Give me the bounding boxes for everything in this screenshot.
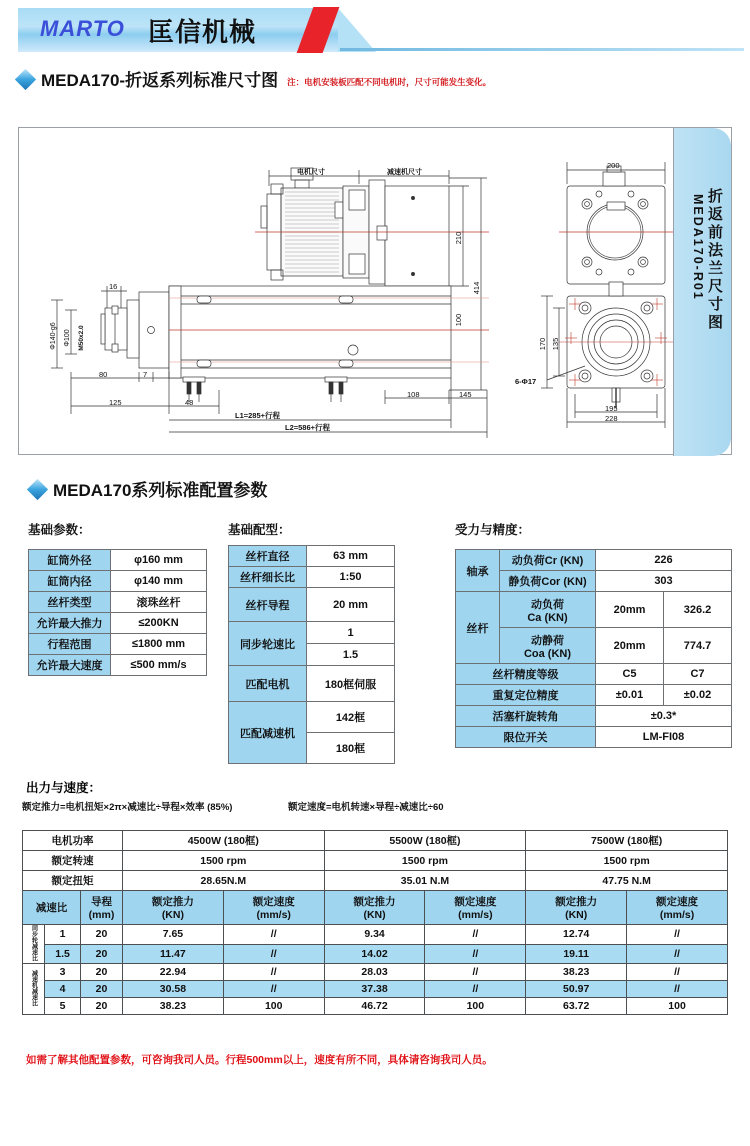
cell-value: 20 mm: [307, 588, 395, 622]
label-108: 108: [407, 390, 420, 399]
table-row: [456, 685, 732, 706]
col-header-speed-1: 额定速度 (mm/s): [223, 891, 324, 925]
cell-speed-2: //: [425, 964, 526, 981]
cell-ratio: 5: [45, 998, 81, 1015]
cell-value: ±0.3*: [596, 706, 732, 727]
section-title-dimensions: [18, 72, 491, 89]
cell-speed-3: 100: [627, 998, 728, 1015]
cell-speed-3: //: [627, 944, 728, 964]
cell-thrust-2: 28.03: [324, 964, 425, 981]
label-100b: 100: [454, 313, 463, 327]
table-row: [229, 546, 395, 567]
label-414: 414: [472, 281, 481, 295]
cell-thrust-3: 50.97: [526, 981, 627, 998]
cell-lead: 20: [81, 964, 123, 981]
cell-thrust-2: 37.38: [324, 981, 425, 998]
cell-key-screw: 丝杆: [456, 592, 500, 664]
cell-key-angle: 活塞杆旋转角: [456, 706, 596, 727]
cell-value: 142框: [307, 702, 395, 733]
cell-key: 丝杆类型: [29, 592, 111, 613]
cell-speed-2: //: [425, 944, 526, 964]
table-row: [456, 706, 732, 727]
col-header-thrust-3: 额定推力 (KN): [526, 891, 627, 925]
cell-key: 缸筒外径: [29, 550, 111, 571]
cell-thrust-1: 11.47: [123, 944, 224, 964]
config-params-label: 基础配型：: [228, 523, 291, 537]
col-header-speed-2: 额定速度 (mm/s): [425, 891, 526, 925]
cell-value: 326.2: [664, 592, 732, 628]
cell-thrust-2: 9.34: [324, 925, 425, 945]
cell-speed-1: //: [223, 981, 324, 998]
cell-value: 180框: [307, 733, 395, 764]
label-d100: Φ100: [64, 329, 71, 347]
label-16: 16: [109, 282, 118, 291]
table-row: [29, 571, 207, 592]
technical-drawing: [19, 128, 733, 456]
table-row-rpm: [23, 851, 728, 871]
load-precision-table: [455, 549, 732, 748]
cell-speed-2: 100: [425, 998, 526, 1015]
cell-speed-1: //: [223, 944, 324, 964]
table-row: [29, 634, 207, 655]
cell-value: 226: [596, 550, 732, 571]
cell-value: C7: [664, 664, 732, 685]
label-motor-size: 电机尺寸: [297, 169, 325, 176]
formula-speed: 额定速度=电机转速×导程÷减速比÷60: [288, 802, 444, 813]
cell-thrust-1: 30.58: [123, 981, 224, 998]
label-145: 145: [459, 390, 472, 399]
label-7: 7: [143, 370, 148, 379]
label-200: 200: [607, 161, 620, 170]
cell-power-3: 7500W (180框): [526, 831, 728, 851]
label-195: 195: [605, 404, 618, 413]
base-params-label: 基础参数：: [28, 523, 91, 537]
cell-key-coa: 动静荷 Coa (KN): [500, 628, 596, 664]
table-row: [29, 655, 207, 676]
cell-speed-1: 100: [223, 998, 324, 1015]
cell-key-motor: 匹配电机: [229, 666, 307, 702]
row-label-torque: 额定扭矩: [23, 871, 123, 891]
cell-value: 63 mm: [307, 546, 395, 567]
col-header-lead: 导程 (mm): [81, 891, 123, 925]
cell-thrust-1: 38.23: [123, 998, 224, 1015]
table-row: [229, 666, 395, 702]
diamond-bullet-icon-2: [27, 479, 48, 500]
side-tab-title-cn: 折返前法兰尺寸图: [706, 188, 723, 332]
footer-note: 如需了解其他配置参数，可咨询我司人员。行程500mm以上，速度有所不同，具体请咨询我司人员。: [26, 1054, 493, 1066]
table-row: [229, 588, 395, 622]
table-row: [456, 550, 732, 571]
label-m50: M50x2.0: [78, 325, 85, 351]
cell-value: C5: [596, 664, 664, 685]
cell-value: 滚珠丝杆: [111, 592, 207, 613]
cell-key-ratio: 同步轮速比: [229, 622, 307, 666]
label-l2: L2=586+行程: [285, 423, 331, 432]
label-228: 228: [605, 414, 618, 423]
cell-ratio: 1: [45, 925, 81, 945]
col-header-thrust-2: 额定推力 (KN): [324, 891, 425, 925]
table-row: [229, 567, 395, 588]
diamond-bullet-icon: [15, 69, 36, 90]
cell-value: ≤500 mm/s: [111, 655, 207, 676]
cell-value: φ160 mm: [111, 550, 207, 571]
dimension-drawing-panel: [18, 127, 732, 455]
group-label-sync: 同步轮减速比: [23, 925, 45, 964]
group-label-reducer: 减速机减速比: [23, 964, 45, 1015]
header-rule: [340, 48, 744, 51]
side-tab-model-code: MEDA170-R01: [691, 194, 705, 301]
drawing-side-tab: [673, 128, 731, 456]
cell-value: ≤1800 mm: [111, 634, 207, 655]
cell-key: 丝杆导程: [229, 588, 307, 622]
config-params-table: [228, 545, 395, 764]
cell-rpm-1: 1500 rpm: [123, 851, 325, 871]
section-title-params: [30, 482, 267, 499]
cell-key-ca: 动负荷 Ca (KN): [500, 592, 596, 628]
table-row: [229, 702, 395, 733]
cell-value: φ140 mm: [111, 571, 207, 592]
cell-value: 303: [596, 571, 732, 592]
cell-key: 允许最大推力: [29, 613, 111, 634]
cell-speed-1: //: [223, 925, 324, 945]
cell-speed-3: //: [627, 925, 728, 945]
cell-speed-2: //: [425, 925, 526, 945]
cell-torque-1: 28.65N.M: [123, 871, 325, 891]
cell-key: 丝杆细长比: [229, 567, 307, 588]
company-name-cn: 匡信机械: [148, 17, 257, 47]
cell-key: 丝杆直径: [229, 546, 307, 567]
row-label-rpm: 额定转速: [23, 851, 123, 871]
cell-key: 行程范围: [29, 634, 111, 655]
cell-power-1: 4500W (180框): [123, 831, 325, 851]
table-row: [23, 981, 728, 998]
base-params-table: [28, 549, 207, 676]
table-row: [23, 964, 728, 981]
cell-speed-3: //: [627, 981, 728, 998]
cell-key-bearing: 轴承: [456, 550, 500, 592]
label-135: 135: [551, 337, 560, 351]
section2-title: MEDA170系列标准配置参数: [53, 481, 268, 500]
cell-value: 20mm: [596, 628, 664, 664]
table-row: [23, 944, 728, 964]
cell-thrust-2: 14.02: [324, 944, 425, 964]
cell-rpm-3: 1500 rpm: [526, 851, 728, 871]
cell-speed-1: //: [223, 964, 324, 981]
label-l1: L1=285+行程: [235, 411, 281, 420]
cell-key: 允许最大速度: [29, 655, 111, 676]
cell-thrust-3: 12.74: [526, 925, 627, 945]
cell-value: ≤200KN: [111, 613, 207, 634]
table-row: [456, 664, 732, 685]
cell-key: 静负荷Cor (KN): [500, 571, 596, 592]
company-logo: MARTO: [40, 16, 125, 41]
table-row: [29, 613, 207, 634]
cell-ratio: 4: [45, 981, 81, 998]
table-row-torque: [23, 871, 728, 891]
label-48: 48: [185, 398, 194, 407]
cell-speed-2: //: [425, 981, 526, 998]
performance-table: [22, 830, 728, 1015]
table-header-row: [23, 891, 728, 925]
page-header: [0, 0, 750, 62]
col-header-ratio: 减速比: [23, 891, 81, 925]
table-row: [456, 727, 732, 748]
label-210: 210: [454, 231, 463, 245]
formula-thrust: 额定推力=电机扭矩×2π×减速比÷导程×效率 (85%): [22, 802, 233, 813]
label-80: 80: [99, 370, 108, 379]
row-label-power: 电机功率: [23, 831, 123, 851]
cell-power-2: 5500W (180框): [324, 831, 526, 851]
cell-thrust-2: 46.72: [324, 998, 425, 1015]
cell-key-reducer: 匹配减速机: [229, 702, 307, 764]
table-row: [23, 998, 728, 1015]
cell-value: 774.7: [664, 628, 732, 664]
cell-ratio: 1.5: [45, 944, 81, 964]
table-row: [29, 592, 207, 613]
cell-speed-3: //: [627, 964, 728, 981]
label-170: 170: [538, 337, 547, 351]
cell-key-grade: 丝杆精度等级: [456, 664, 596, 685]
cell-value: 1: [307, 622, 395, 644]
section1-note: 注：电机安装板匹配不同电机时，尺寸可能发生变化。: [287, 77, 492, 87]
table-row: [29, 550, 207, 571]
label-d140: Φ140-g6: [50, 322, 57, 350]
cell-key: 动负荷Cr (KN): [500, 550, 596, 571]
cell-key-repeat: 重复定位精度: [456, 685, 596, 706]
cell-thrust-3: 63.72: [526, 998, 627, 1015]
cell-lead: 20: [81, 944, 123, 964]
cell-value: 1.5: [307, 644, 395, 666]
label-125: 125: [109, 398, 122, 407]
cell-value: 1:50: [307, 567, 395, 588]
cell-key: 缸筒内径: [29, 571, 111, 592]
cell-rpm-2: 1500 rpm: [324, 851, 526, 871]
cell-key-switch: 限位开关: [456, 727, 596, 748]
cell-value: 20mm: [596, 592, 664, 628]
output-section-title: 出力与速度：: [26, 781, 102, 795]
section1-title: MEDA170-折返系列标准尺寸图: [41, 71, 279, 90]
label-reducer-size: 减速机尺寸: [387, 169, 422, 176]
cell-thrust-3: 19.11: [526, 944, 627, 964]
col-header-speed-3: 额定速度 (mm/s): [627, 891, 728, 925]
table-row: [229, 622, 395, 644]
cell-value: 180框伺服: [307, 666, 395, 702]
cell-value: ±0.02: [664, 685, 732, 706]
cell-thrust-1: 7.65: [123, 925, 224, 945]
cell-lead: 20: [81, 925, 123, 945]
load-params-label: 受力与精度：: [455, 523, 531, 537]
col-header-thrust-1: 额定推力 (KN): [123, 891, 224, 925]
table-row: [456, 592, 732, 628]
cell-lead: 20: [81, 998, 123, 1015]
cell-thrust-1: 22.94: [123, 964, 224, 981]
cell-value: LM-FI08: [596, 727, 732, 748]
cell-torque-3: 47.75 N.M: [526, 871, 728, 891]
label-6-phi-17: 6-Φ17: [515, 377, 537, 386]
cell-value: ±0.01: [596, 685, 664, 706]
cell-ratio: 3: [45, 964, 81, 981]
cell-thrust-3: 38.23: [526, 964, 627, 981]
cell-torque-2: 35.01 N.M: [324, 871, 526, 891]
table-row: [23, 925, 728, 945]
cell-lead: 20: [81, 981, 123, 998]
table-row-power: [23, 831, 728, 851]
